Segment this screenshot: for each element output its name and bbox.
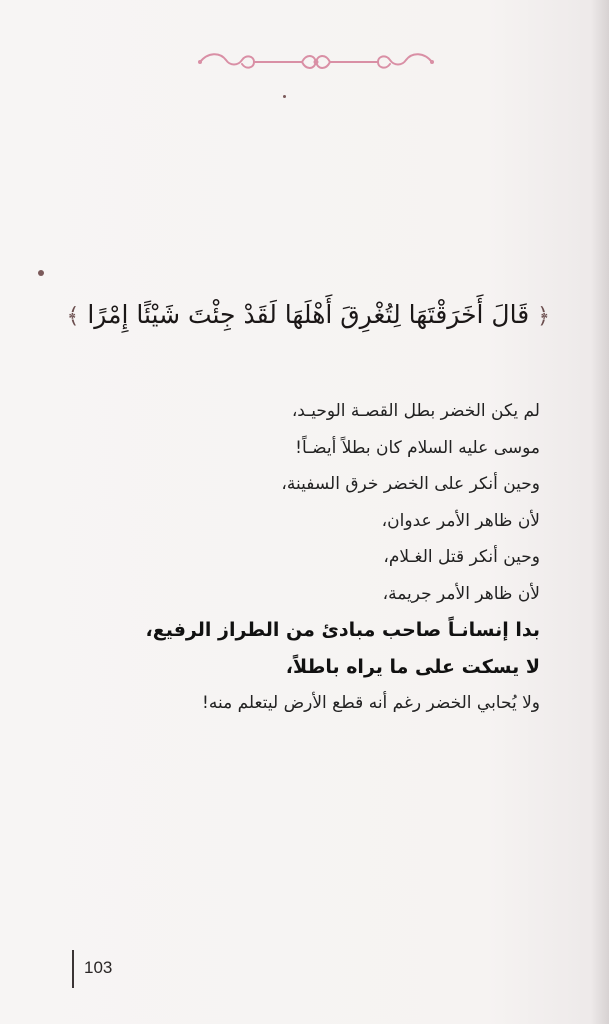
page-number-rule <box>72 950 74 988</box>
floral-ornament-divider <box>192 44 440 80</box>
text-line: لم يكن الخضر بطل القصـة الوحيـد، <box>291 401 540 421</box>
text-line: ولا يُحابي الخضر رغم أنه قطع الأرض ليتعلم منه! <box>202 693 540 713</box>
text-line: موسى عليه السلام كان بطلاً أيضـاً! <box>295 437 540 458</box>
text-line-bold: بدا إنسانـاً صاحب مبادئ من الطراز الرفيع، <box>145 619 540 641</box>
text-line-bold: لا يسكت على ما يراه باطلاً، <box>285 655 540 678</box>
text-line: وحين أنكر على الخضر خرق السفينة، <box>281 474 540 494</box>
verse-open-brace: ﴿ <box>537 304 550 329</box>
text-line: لأن ظاهر الأمر جريمة، <box>382 583 540 604</box>
quran-verse <box>66 300 550 329</box>
text-line: وحين أنكر قتل الغـلام، <box>383 547 540 567</box>
body-paragraph <box>60 393 540 722</box>
page-number: 103 <box>84 958 113 977</box>
page-speck <box>38 270 44 276</box>
text-line: لأن ظاهر الأمر عدوان، <box>381 510 540 531</box>
page-speck <box>283 95 286 98</box>
verse-close-brace: ﴾ <box>66 304 80 329</box>
page-gutter-shadow <box>591 0 609 1024</box>
verse-text: قَالَ أَخَرَقْتَهَا لِتُغْرِقَ أَهْلَهَا لَقَدْ جِئْتَ شَيْئًا إِمْرًا <box>87 300 530 329</box>
